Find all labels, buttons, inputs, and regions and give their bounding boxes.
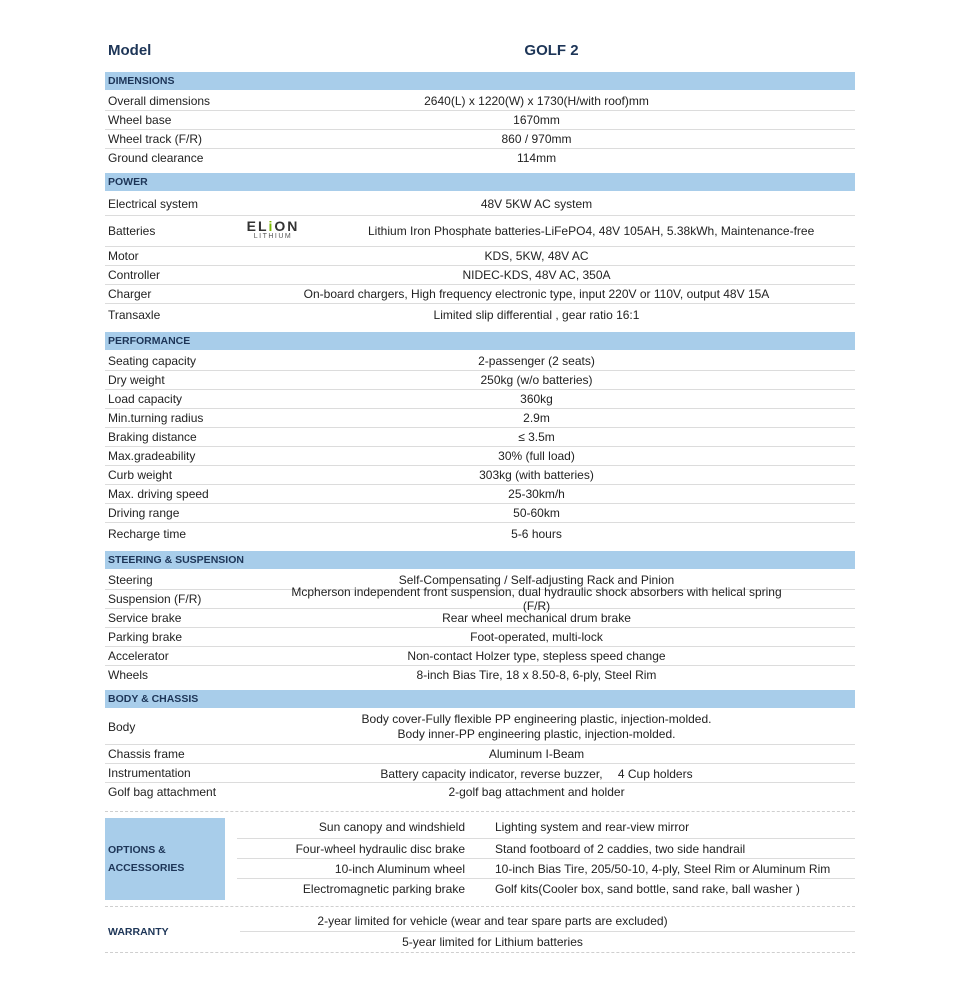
spec-row	[105, 523, 855, 545]
spec-value: Limited slip differential , gear ratio 16:1	[433, 308, 640, 322]
spec-row	[105, 216, 855, 247]
spec-key: Wheel base	[108, 113, 172, 127]
spec-value: 2-golf bag attachment and holder	[448, 785, 625, 799]
spec-key: Min.turning radius	[108, 411, 204, 425]
spec-value: 2640(L) x 1220(W) x 1730(H/with roof)mm	[424, 94, 649, 108]
spec-value: Lithium Iron Phosphate batteries-LiFePO4, 48V 105AH, 5.38kWh, Maintenance-free	[368, 224, 815, 238]
spec-key: Suspension (F/R)	[108, 592, 202, 606]
spec-value: ≤ 3.5m	[518, 430, 555, 444]
section-power: POWER	[105, 173, 855, 191]
spec-row	[105, 609, 855, 628]
spec-key: Load capacity	[108, 392, 183, 406]
options-label: OPTIONS & ACCESSORIES	[105, 818, 225, 900]
elion-lithium-logo: ELiON LITHIUM	[246, 218, 300, 240]
spec-row	[105, 149, 855, 167]
spec-key: Charger	[108, 287, 152, 301]
spec-key: Ground clearance	[108, 151, 204, 165]
spec-value: Aluminum I-Beam	[488, 747, 585, 761]
spec-key: Wheels	[108, 668, 149, 682]
section-steering-suspension: STEERING & SUSPENSION	[105, 551, 855, 569]
spec-key: Instrumentation	[108, 766, 191, 780]
spec-key: Transaxle	[108, 308, 161, 322]
spec-row	[105, 111, 855, 130]
spec-key: Driving range	[108, 506, 180, 520]
spec-value: 860 / 970mm	[501, 132, 572, 146]
spec-row	[105, 92, 855, 111]
spec-row	[105, 409, 855, 428]
spec-key: Controller	[108, 268, 161, 282]
spec-row	[105, 485, 855, 504]
spec-row	[105, 390, 855, 409]
spec-key: Dry weight	[108, 373, 165, 387]
spec-value: Body cover-Fully flexible PP engineering plastic, injection-molded. Body inner-PP engineering plastic, injection-molded.	[361, 712, 712, 741]
option-row: 10-inch Aluminum wheel 10-inch Bias Tire, 205/50-10, 4-ply, Steel Rim or Aluminum Rim	[237, 859, 855, 879]
spec-value: Mcpherson independent front suspension, dual hydraulic shock absorbers with helical spring (F/R)	[291, 585, 782, 613]
spec-key: Motor	[108, 249, 139, 263]
spec-key: Batteries	[108, 224, 156, 238]
options-accessories	[105, 811, 855, 900]
spec-value: 303kg (with batteries)	[479, 468, 594, 482]
spec-row	[105, 585, 855, 613]
section-dimensions: DIMENSIONS	[105, 72, 855, 90]
spec-key: Service brake	[108, 611, 182, 625]
spec-row	[105, 371, 855, 390]
spec-row	[105, 285, 855, 304]
spec-row	[105, 628, 855, 647]
spec-value: 5-6 hours	[511, 527, 562, 541]
spec-row	[105, 428, 855, 447]
spec-key: Steering	[108, 573, 153, 587]
spec-value: Rear wheel mechanical drum brake	[442, 611, 631, 625]
spec-value: 50-60km	[513, 506, 560, 520]
spec-row	[105, 193, 855, 216]
spec-key: Overall dimensions	[108, 94, 211, 108]
spec-key: Max.gradeability	[108, 449, 196, 463]
spec-row	[105, 764, 855, 783]
spec-key: Braking distance	[108, 430, 197, 444]
spec-value: 25-30km/h	[508, 487, 565, 501]
spec-key: Wheel track (F/R)	[108, 132, 203, 146]
spec-value: 250kg (w/o batteries)	[480, 373, 593, 387]
spec-row	[105, 352, 855, 371]
spec-value: Self-Compensating / Self-adjusting Rack and Pinion	[398, 573, 675, 587]
spec-value: 2-passenger (2 seats)	[478, 354, 595, 368]
spec-key: Accelerator	[108, 649, 169, 663]
warranty-label: WARRANTY	[108, 925, 169, 938]
option-row: Electromagnetic parking brake Golf kits(Cooler box, sand bottle, sand rake, ball washer )	[302, 881, 800, 896]
spec-row	[105, 304, 855, 326]
warranty-line: 2-year limited for vehicle (wear and tear spare parts are excluded)	[240, 911, 855, 932]
spec-row	[105, 130, 855, 149]
option-row: Sun canopy and windshield Lighting system and rear-view mirror	[237, 816, 855, 839]
spec-row	[105, 710, 855, 745]
spec-key: Seating capacity	[108, 354, 197, 368]
spec-row	[105, 666, 855, 684]
spec-value: On-board chargers, High frequency electronic type, input 220V or 110V, output 48V 15A	[303, 287, 770, 301]
spec-value: Non-contact Holzer type, stepless speed change	[407, 649, 666, 663]
spec-row	[105, 247, 855, 266]
spec-key: Body	[108, 720, 136, 734]
model-label: Model	[108, 41, 152, 59]
warranty-line: 5-year limited for Lithium batteries	[402, 935, 583, 949]
spec-key: Parking brake	[108, 630, 183, 644]
warranty	[105, 906, 855, 953]
spec-sheet	[105, 0, 855, 953]
section-body-chassis: BODY & CHASSIS	[105, 690, 855, 708]
spec-row	[105, 647, 855, 666]
spec-value: 30% (full load)	[498, 449, 575, 463]
section-performance: PERFORMANCE	[105, 332, 855, 350]
spec-key: Golf bag attachment	[108, 785, 217, 799]
spec-value: Battery capacity indicator, reverse buzzer, 4 Cup holders	[380, 766, 693, 781]
spec-key: Electrical system	[108, 197, 199, 211]
spec-value: Foot-operated, multi-lock	[470, 630, 603, 644]
spec-value: 48V 5KW AC system	[480, 197, 593, 211]
spec-value: NIDEC-KDS, 48V AC, 350A	[462, 268, 611, 282]
spec-row	[105, 504, 855, 523]
spec-value: 8-inch Bias Tire, 18 x 8.50-8, 6-ply, Steel Rim	[416, 668, 657, 682]
spec-key: Max. driving speed	[108, 487, 209, 501]
spec-row	[105, 266, 855, 285]
model-header	[105, 38, 855, 62]
spec-row	[105, 783, 855, 801]
spec-value: 2.9m	[523, 411, 550, 425]
model-value: GOLF 2	[524, 41, 579, 59]
spec-key: Chassis frame	[108, 747, 185, 761]
spec-key: Recharge time	[108, 527, 187, 541]
option-row: Four-wheel hydraulic disc brake Stand footboard of 2 caddies, two side handrail	[237, 839, 855, 859]
spec-value: KDS, 5KW, 48V AC	[484, 249, 589, 263]
spec-row	[105, 745, 855, 764]
spec-value: 114mm	[516, 151, 557, 165]
spec-value: 1670mm	[513, 113, 560, 127]
spec-key: Curb weight	[108, 468, 173, 482]
spec-row	[105, 466, 855, 485]
spec-row	[105, 447, 855, 466]
spec-value: 360kg	[520, 392, 553, 406]
